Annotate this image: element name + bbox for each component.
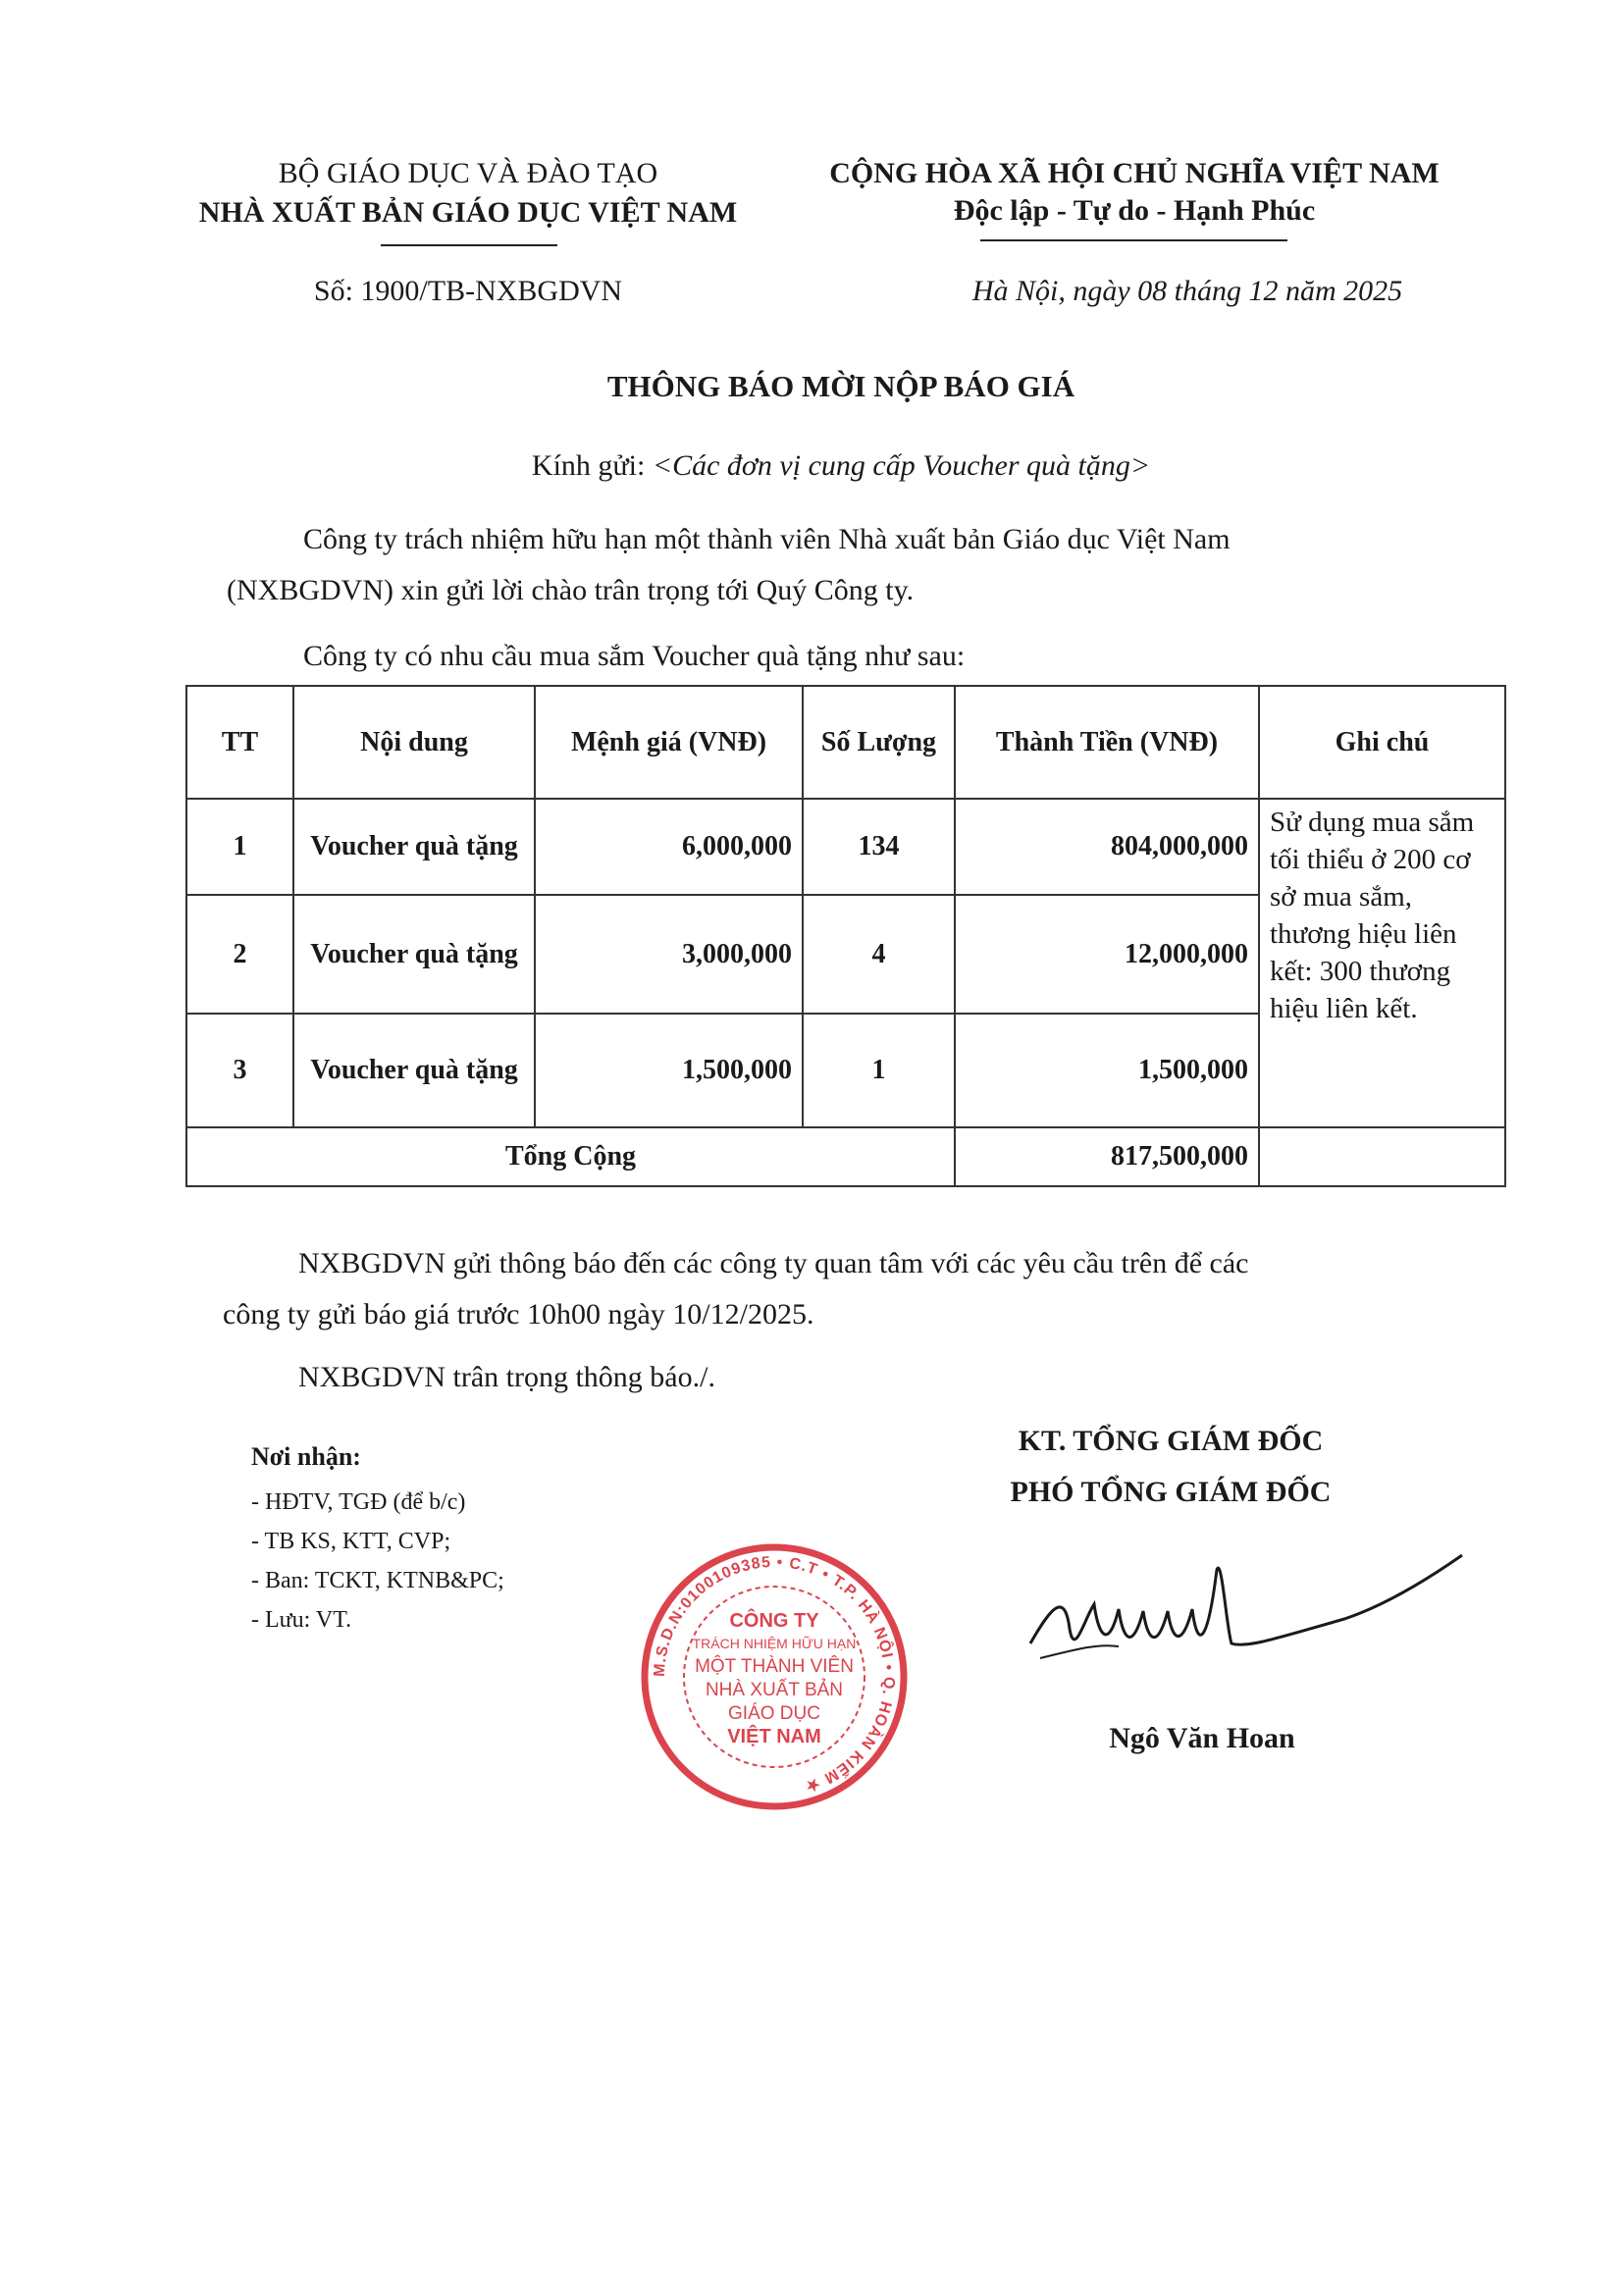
- handwritten-signature: [1021, 1550, 1472, 1697]
- svg-text:MỘT THÀNH VIÊN: MỘT THÀNH VIÊN: [695, 1656, 854, 1677]
- closing-line-2: công ty gửi báo giá trước 10h00 ngày 10/12/2025.: [223, 1298, 814, 1330]
- voucher-table: [185, 685, 1506, 1187]
- header-amount: Thành Tiền (VNĐ): [955, 686, 1259, 799]
- row-price: 6,000,000: [535, 799, 803, 895]
- country-name: CỘNG HÒA XÃ HỘI CHỦ NGHĨA VIỆT NAM: [829, 157, 1440, 189]
- table-header-row: [186, 686, 1505, 799]
- recipient-line: [532, 449, 1150, 483]
- recipient: <Các đơn vị cung cấp Voucher quà tặng>: [652, 449, 1151, 482]
- closing-line-1: NXBGDVN gửi thông báo đến các công ty quan tâm với các yêu cầu trên để các: [298, 1247, 1249, 1279]
- recipient-label: Kính gửi:: [531, 449, 653, 482]
- ministry-name: BỘ GIÁO DỤC VÀ ĐÀO TẠO: [278, 157, 658, 189]
- row-amount: 12,000,000: [955, 895, 1259, 1014]
- row-amount: 1,500,000: [955, 1014, 1259, 1127]
- total-label: Tổng Cộng: [186, 1127, 955, 1186]
- publisher-name: NHÀ XUẤT BẢN GIÁO DỤC VIỆT NAM: [198, 196, 738, 229]
- intro-line-1: Công ty trách nhiệm hữu hạn một thành viên Nhà xuất bản Giáo dục Việt Nam: [303, 523, 1231, 555]
- signer-name: Ngô Văn Hoan: [1109, 1722, 1295, 1754]
- closing-line-3: NXBGDVN trân trọng thông báo./.: [298, 1361, 715, 1393]
- row-content: Voucher quà tặng: [293, 895, 535, 1014]
- table-total-row: [186, 1127, 1505, 1186]
- recipient-item: - TB KS, KTT, CVP;: [251, 1529, 451, 1554]
- svg-text:CÔNG TY: CÔNG TY: [729, 1610, 819, 1632]
- row-note: Sử dụng mua sắm tối thiểu ở 200 cơ sở mua sắm, thương hiệu liên kết: 300 thương hiệu liên kết.: [1259, 799, 1505, 1127]
- svg-text:GIÁO DỤC: GIÁO DỤC: [728, 1703, 820, 1724]
- row-tt: 1: [186, 799, 293, 895]
- row-content: Voucher quà tặng: [293, 1014, 535, 1127]
- total-amount: 817,500,000: [955, 1127, 1259, 1186]
- svg-text:NHÀ XUẤT BẢN: NHÀ XUẤT BẢN: [705, 1680, 844, 1700]
- header-qty: Số Lượng: [803, 686, 955, 799]
- table-row: [186, 799, 1505, 895]
- need-line: Công ty có nhu cầu mua sắm Voucher quà tặng như sau:: [303, 640, 966, 672]
- signature-title-1: KT. TỔNG GIÁM ĐỐC: [1018, 1425, 1324, 1457]
- row-qty: 134: [803, 799, 955, 895]
- recipients-label: Nơi nhận:: [251, 1442, 361, 1471]
- row-amount: 804,000,000: [955, 799, 1259, 895]
- document-number: Số: 1900/TB-NXBGDVN: [313, 275, 623, 307]
- header-content: Nội dung: [293, 686, 535, 799]
- row-price: 3,000,000: [535, 895, 803, 1014]
- header-price: Mệnh giá (VNĐ): [535, 686, 803, 799]
- row-tt: 3: [186, 1014, 293, 1127]
- row-qty: 4: [803, 895, 955, 1014]
- signature-title-2: PHÓ TỔNG GIÁM ĐỐC: [1010, 1476, 1332, 1508]
- document-title: THÔNG BÁO MỜI NỘP BÁO GIÁ: [606, 369, 1075, 403]
- header-tt: TT: [186, 686, 293, 799]
- intro-line-2: (NXBGDVN) xin gửi lời chào trân trọng tới Quý Công ty.: [227, 574, 915, 606]
- company-seal: [638, 1540, 911, 1813]
- recipient-item: - Lưu: VT.: [251, 1607, 352, 1633]
- header-right-underline: [980, 239, 1287, 241]
- header-left-underline: [381, 244, 557, 246]
- header-note: Ghi chú: [1259, 686, 1505, 799]
- svg-text:VIỆT NAM: VIỆT NAM: [727, 1726, 821, 1747]
- row-qty: 1: [803, 1014, 955, 1127]
- row-price: 1,500,000: [535, 1014, 803, 1127]
- row-content: Voucher quà tặng: [293, 799, 535, 895]
- recipient-item: - HĐTV, TGĐ (để b/c): [251, 1489, 466, 1515]
- svg-text:M.S.D.N:0100109385 • C.T • T.P: M.S.D.N:0100109385 • C.T • T.P. HÀ NỘI • Q. HOÀN KIẾM ★: [651, 1553, 898, 1796]
- motto: Độc lập - Tự do - Hạnh Phúc: [953, 194, 1316, 227]
- place-date: Hà Nội, ngày 08 tháng 12 năm 2025: [971, 275, 1403, 307]
- total-note: [1259, 1127, 1505, 1186]
- row-tt: 2: [186, 895, 293, 1014]
- svg-text:TRÁCH NHIỆM HỮU HẠN: TRÁCH NHIỆM HỮU HẠN: [692, 1636, 857, 1651]
- recipient-item: - Ban: TCKT, KTNB&PC;: [251, 1568, 504, 1593]
